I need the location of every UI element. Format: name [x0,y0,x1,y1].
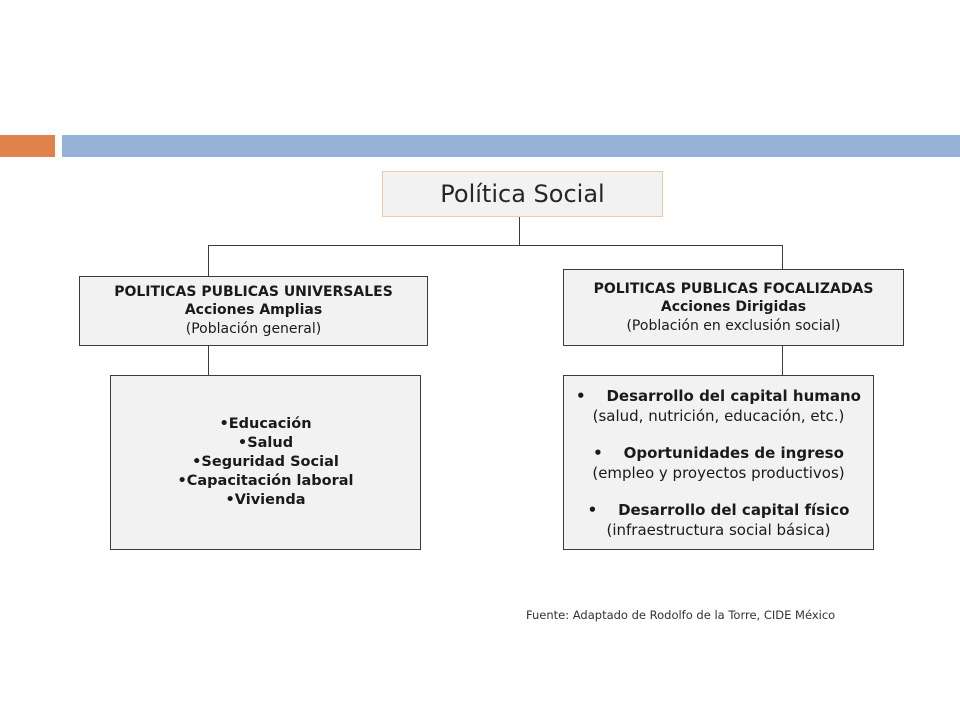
targeted-list-detail: (empleo y proyectos productivos) [592,463,845,482]
connector-left-branch [208,245,209,277]
targeted-policies-box [563,269,904,346]
root-node [382,171,663,217]
header-band-orange [0,135,55,157]
universal-note: (Población general) [185,321,322,337]
targeted-list-box [563,375,874,550]
universal-list-item: •Educación [219,416,312,432]
connector-root-down [519,217,520,246]
targeted-note: (Población en exclusión social) [626,317,841,334]
universal-list-item: •Capacitación laboral [177,473,354,489]
targeted-subheading: Acciones Dirigidas [660,298,807,315]
universal-list-item: •Seguridad Social [192,454,339,470]
universal-heading: POLITICAS PUBLICAS UNIVERSALES [114,284,393,300]
targeted-heading: POLITICAS PUBLICAS FOCALIZADAS [593,280,874,297]
universal-list-item: •Vivienda [225,492,306,508]
header-band-blue [62,135,960,157]
targeted-list-item: • Desarrollo del capital físico [587,500,850,519]
connector-left-down [208,346,209,376]
targeted-list-detail: (salud, nutrición, educación, etc.) [592,406,845,425]
targeted-list-detail: (infraestructura social básica) [606,520,831,539]
universal-subheading: Acciones Amplias [184,302,323,318]
connector-right-down [782,346,783,376]
targeted-list-item: • Oportunidades de ingreso [593,443,844,462]
connector-horizontal [208,245,783,246]
universal-list-box [110,375,421,550]
root-title: Política Social [440,180,605,208]
connector-right-branch [782,245,783,270]
targeted-list-item: • Desarrollo del capital humano [576,386,861,405]
universal-policies-box [79,276,428,346]
universal-list-item: •Salud [237,435,294,451]
source-citation: Fuente: Adaptado de Rodolfo de la Torre, CIDE México [526,608,836,622]
